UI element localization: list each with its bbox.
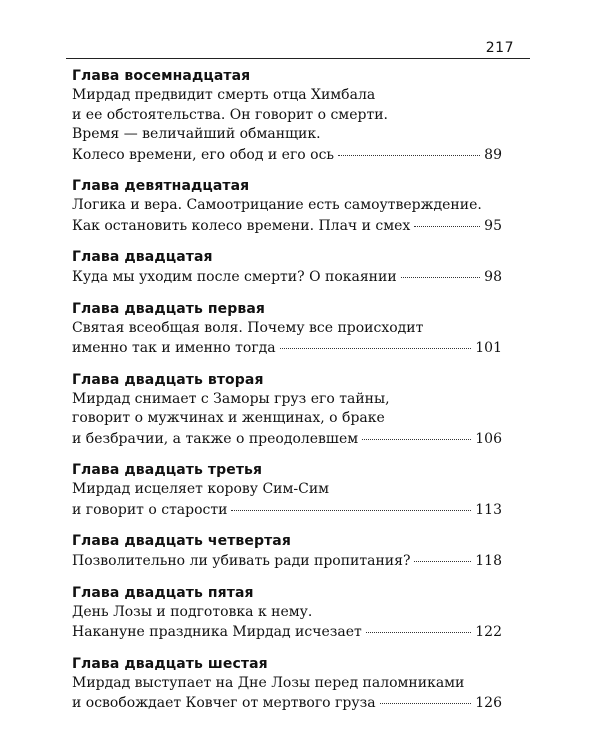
toc-chapter xyxy=(72,371,502,450)
chapter-description-line: Мирдад исцеляет корову Сим-Сим xyxy=(72,481,330,497)
chapter-description-line: Мирдад предвидит смерть отца Химбала xyxy=(72,87,376,103)
chapter-description-line: и освобождает Ковчег от мертвого груза xyxy=(72,695,376,711)
chapter-title: Глава двадцать первая xyxy=(72,300,265,317)
chapter-description-line: именно так и именно тогда xyxy=(72,340,276,356)
chapter-description-line: говорит о мужчинах и женщинах, о браке xyxy=(72,410,385,426)
chapter-page-number: 118 xyxy=(475,553,502,569)
dot-leader xyxy=(338,145,480,159)
toc-entry-line xyxy=(72,429,502,450)
toc-entry-line xyxy=(72,267,502,288)
chapter-page-number: 101 xyxy=(475,340,502,356)
toc-entry-line xyxy=(72,500,502,521)
chapter-description-line: Как остановить колесо времени. Плач и смех xyxy=(72,217,411,234)
chapter-title: Глава двадцатая xyxy=(72,249,213,265)
dot-leader xyxy=(280,338,472,352)
chapter-description-line: Мирдад снимает с Заморы груз его тайны, xyxy=(72,390,390,407)
toc-chapter xyxy=(72,461,502,520)
chapter-description-line: Куда мы уходим после смерти? О покаянии xyxy=(72,269,397,285)
toc-entry-line xyxy=(72,693,502,714)
chapter-title: Глава двадцать вторая xyxy=(72,371,264,388)
chapter-page-number: 122 xyxy=(475,624,502,640)
toc-chapter xyxy=(72,248,502,288)
chapter-page-number: 113 xyxy=(475,501,502,518)
dot-leader xyxy=(401,267,480,281)
toc-entry-line xyxy=(72,145,502,166)
chapter-title: Глава двадцать пятая xyxy=(72,584,254,601)
chapter-title: Глава девятнадцатая xyxy=(72,178,250,194)
chapter-title: Глава восемнадцатая xyxy=(72,68,251,84)
chapter-description-line: и говорит о старости xyxy=(72,501,228,518)
toc-chapter xyxy=(72,532,502,572)
dot-leader xyxy=(231,500,471,514)
dot-leader xyxy=(366,622,471,636)
toc-entry-line xyxy=(72,622,502,643)
chapter-description-line: Святая всеобщая воля. Почему все происходит xyxy=(72,319,424,336)
dot-leader xyxy=(362,429,471,443)
page-number: 217 xyxy=(485,40,514,56)
chapter-description-line: и ее обстоятельства. Он говорит о смерти. xyxy=(72,106,388,123)
chapter-description-line: и безбрачии, а также о преодолевшем xyxy=(72,430,359,447)
header-rule xyxy=(66,58,530,59)
toc-chapter xyxy=(72,300,502,359)
chapter-title: Глава двадцать третья xyxy=(72,462,263,478)
dot-leader xyxy=(414,216,480,230)
chapter-description-line: Время — величайший обманщик. xyxy=(72,126,321,142)
dot-leader xyxy=(414,551,471,565)
toc-chapter xyxy=(72,67,502,165)
chapter-page-number: 98 xyxy=(484,269,502,285)
chapter-title: Глава двадцать шестая xyxy=(72,655,268,672)
toc-chapter xyxy=(72,655,502,714)
toc-chapter xyxy=(72,584,502,643)
chapter-description-line: Колесо времени, его обод и его ось xyxy=(72,146,335,163)
chapter-description-line: Накануне праздника Мирдад исчезает xyxy=(72,624,362,640)
chapter-description-line: Позволительно ли убивать ради пропитания? xyxy=(72,553,411,569)
toc-entry-line xyxy=(72,551,502,572)
chapter-title: Глава двадцать четвертая xyxy=(72,533,291,549)
toc-entry-line xyxy=(72,338,502,359)
chapter-description-line: Логика и вера. Самоотрицание есть самоутверждение. xyxy=(72,197,482,213)
toc-entry-line xyxy=(72,216,502,237)
toc-chapter xyxy=(72,177,502,236)
table-of-contents xyxy=(72,67,502,726)
chapter-page-number: 126 xyxy=(475,695,502,711)
dot-leader xyxy=(380,693,472,707)
chapter-page-number: 89 xyxy=(484,146,502,163)
chapter-description-line: Мирдад выступает на Дне Лозы перед паломниками xyxy=(72,674,465,691)
chapter-page-number: 106 xyxy=(475,430,502,447)
chapter-page-number: 95 xyxy=(484,217,502,234)
chapter-description-line: День Лозы и подготовка к нему. xyxy=(72,603,313,620)
